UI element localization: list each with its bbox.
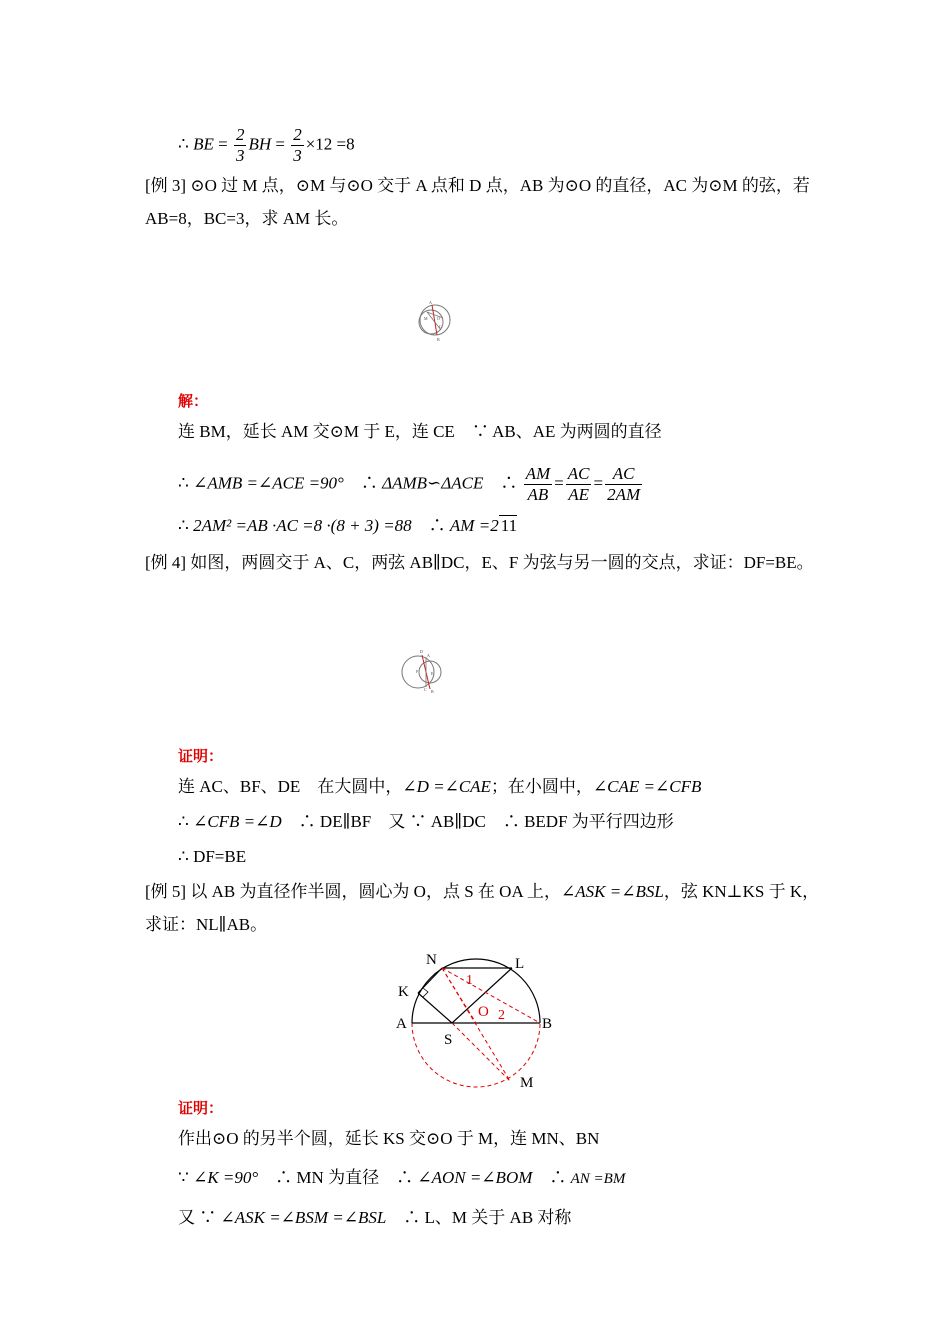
- solution-label: 解：: [178, 392, 209, 410]
- solution-step-3: ∴ 2AM² =AB ·AC =8 ·(8 + 3) =88 ∴ AM =2 11: [178, 516, 518, 535]
- fraction-am-ab: $\frac{AM}{AB}$: [525, 464, 551, 504]
- example-3-statement-cont: AB=8，BC=3，求 AM 长。: [145, 209, 349, 228]
- label-B: B: [431, 689, 434, 694]
- label-A: A: [427, 653, 430, 658]
- example-4-statement: [例 4] 如图，两圆交于 A、C，两弦 AB∥DC，E、F 为弦与另一圆的交点，求证：DF=BE。: [145, 553, 814, 572]
- label-O: O: [478, 1004, 489, 1020]
- label-angle-2: 2: [498, 1008, 505, 1023]
- example-5-statement: [例 5] 以 AB 为直径作半圆，圆心为 O，点 S 在 OA 上，∠ASK =∠BSL，弦 KN⊥KS 于 K，: [145, 882, 820, 901]
- fraction-ac-ae: $\frac{AC}{AE}$: [567, 464, 590, 504]
- solution-step-2: ∴ ∠AMB =∠ACE =90° ∴ ΔAMB∽ΔACE ∴ $\frac{AM}{AB}$ = $\frac{AC}{AE}$ = $\frac{AC}{2AM}$: [178, 464, 641, 504]
- proof-5-step-3: 又 ∵ ∠ASK =∠BSM =∠BSL ∴ L、M 关于 AB 对称: [178, 1208, 572, 1227]
- label-S: S: [444, 1032, 453, 1048]
- figure-example-5: [390, 948, 560, 1093]
- figure-example-4: [400, 647, 446, 695]
- proof-step-1: 连 AC、BF、DE 在大圆中，∠D =∠CAE；在小圆中，∠CAE =∠CFB: [178, 777, 702, 796]
- label-N: N: [426, 952, 437, 968]
- fraction-two-thirds: $\frac{2}{3}$: [235, 125, 245, 165]
- label-C: C: [424, 687, 427, 692]
- label-E: E: [431, 671, 434, 676]
- label-angle-1: 1: [466, 973, 473, 988]
- label-A: A: [396, 1016, 407, 1032]
- fraction-ac-2am: $\frac{AC}{2AM}$: [607, 464, 641, 504]
- label-M: M: [520, 1075, 534, 1091]
- label-B: B: [542, 1016, 553, 1032]
- formula-be: ∴ BE = $\frac{2}{3}$ BH = $\frac{2}{3}$ ×12 =8: [178, 125, 355, 165]
- solution-step-1: 连 BM，延长 AM 交⊙M 于 E，连 CE ∵ AB、AE 为两圆的直径: [178, 422, 662, 441]
- proof-label-5: 证明：: [178, 1099, 224, 1117]
- label-C: C: [439, 324, 442, 329]
- example-5-statement-cont: 求证：NL∥AB。: [145, 915, 268, 934]
- label-O: O: [437, 316, 440, 321]
- fraction-two-thirds: $\frac{2}{3}$: [293, 125, 302, 165]
- proof-5-step-1: 作出⊙O 的另半个圆，延长 KS 交⊙O 于 M，连 MN、BN: [178, 1129, 600, 1148]
- label-B: B: [437, 337, 440, 342]
- proof-5-step-2: ∵ ∠K =90° ∴ MN 为直径 ∴ ∠AON =∠BOM ∴ AN =BM: [178, 1168, 626, 1187]
- label-A: A: [429, 300, 432, 305]
- figure-example-3: [415, 298, 455, 344]
- proof-step-2: ∴ ∠CFB =∠D ∴ DE∥BF 又 ∵ AB∥DC ∴ BEDF 为平行四边形: [178, 812, 674, 831]
- label-L: L: [515, 956, 525, 972]
- sqrt-symbol: 11: [500, 516, 518, 535]
- example-3-statement: [例 3] ⊙O 过 M 点，⊙M 与⊙O 交于 A 点和 D 点，AB 为⊙O 的直径，AC 为⊙M 的弦，若: [145, 176, 810, 195]
- label-K: K: [398, 984, 409, 1000]
- label-F: F: [416, 669, 419, 674]
- proof-label: 证明：: [178, 747, 224, 765]
- label-M: M: [424, 316, 428, 321]
- proof-step-3: ∴ DF=BE: [178, 847, 247, 866]
- label-D: D: [420, 649, 423, 654]
